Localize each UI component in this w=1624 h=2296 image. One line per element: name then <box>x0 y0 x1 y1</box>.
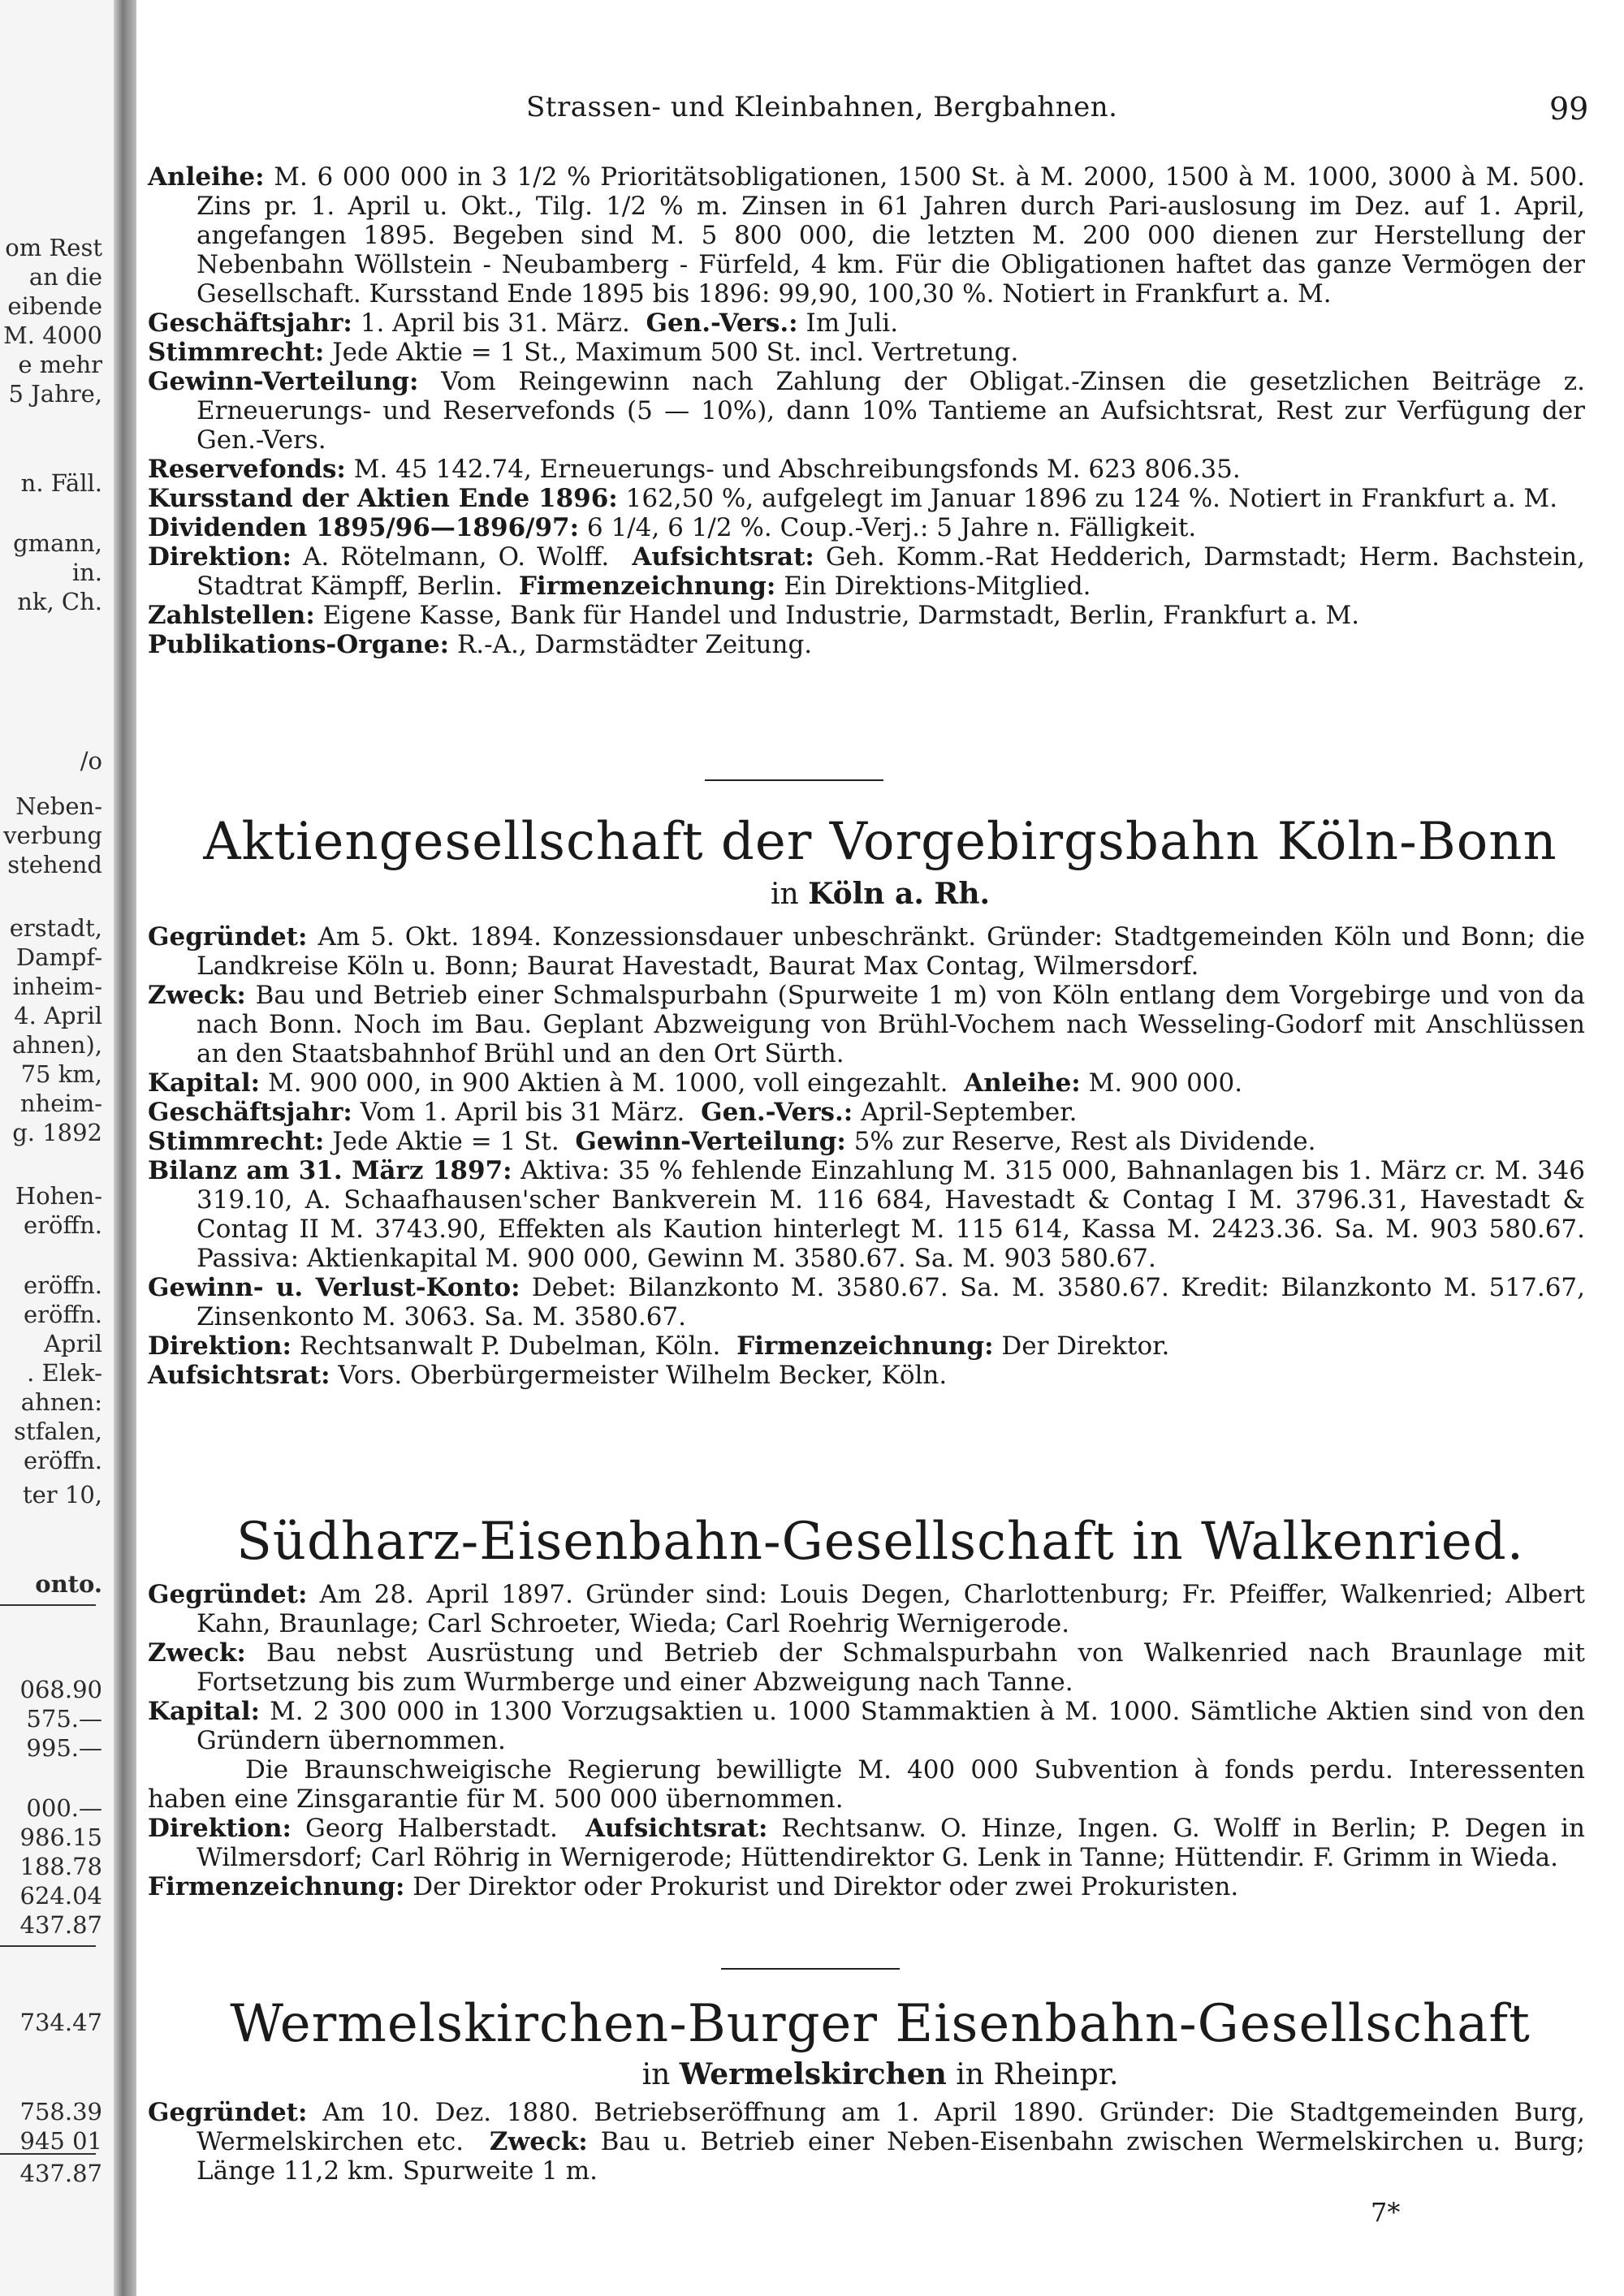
paragraph-zweck <box>148 981 1585 1068</box>
location-city: Köln a. Rh. <box>808 877 991 911</box>
text-zweck: Bau und Betrieb einer Schmalspurbahn (Spurweite 1 m) von Köln entlang dem Vorgebirge und von da nach Bonn. Noch im Bau. Geplant Abzweigung von Brühl-Vochem nach Wesseling-Godorf mit Anschlüssen an den Staatsbahnhof Brühl und an den Ort Sürth. <box>197 981 1585 1068</box>
paragraph-geschaeftsjahr <box>148 309 1585 338</box>
margin-fragment: g. 1892 <box>12 1119 102 1146</box>
paragraph-dividenden <box>148 513 1585 542</box>
paragraph-direktion <box>148 542 1585 601</box>
paragraph-aufsichtsrat <box>148 1361 1585 1390</box>
label-aufsichtsrat: Aufsichtsrat: <box>148 1361 330 1390</box>
margin-fragment: . Elek- <box>27 1359 102 1387</box>
margin-fragment: M. 4000 <box>3 322 102 349</box>
paragraph-bilanz <box>148 1156 1585 1273</box>
label-direktion: Direktion: <box>148 542 292 572</box>
text-geschaeftsjahr: Vom 1. April bis 31 März. <box>360 1098 685 1127</box>
book-gutter <box>114 0 136 2296</box>
label-dividenden: Dividenden 1895/96—1896/97: <box>148 513 580 542</box>
label-publikation: Publikations-Organe: <box>148 630 450 659</box>
label-zahlstellen: Zahlstellen: <box>148 601 315 630</box>
text-dividenden: 6 1/4, 6 1/2 %. Coup.-Verj.: 5 Jahre n. Fälligkeit. <box>586 513 1197 542</box>
margin-fragment: inheim- <box>12 973 102 1000</box>
section-divider <box>705 779 883 781</box>
section-divider <box>721 1968 900 1970</box>
location-city: Wermelskirchen <box>679 2057 947 2091</box>
label-firmenzeichnung: Firmenzeichnung: <box>148 1872 405 1901</box>
margin-fragment: 945 01 <box>19 2127 102 2155</box>
margin-fragment: 068.90 <box>19 1676 102 1703</box>
left-margin-fragments <box>0 0 114 2296</box>
text-publikation: R.-A., Darmstädter Zeitung. <box>456 630 813 659</box>
text-anleihe: M. 6 000 000 in 3 1/2 % Prioritätsobligationen, 1500 St. à M. 2000, 1500 à M. 1000, 3000 à M. 500. Zins pr. 1. April u. Okt., Tilg. 1/2 % m. Zinsen in 61 Jahren durch Pari-auslosung im Dez. auf 1. April, angefangen 1895. Begeben sind M. 5 800 000, die letzten M. 200 000 dienen zur Herstellung der Nebenbahn Wöllstein - Neubamberg - Fürfeld, 4 km. Für die Obligationen haftet das ganze Vermögen der Gesellschaft. Kursstand Ende 1895 bis 1896: 99,90, 100,30 %. Notiert in Frankfurt a. M. <box>197 162 1585 309</box>
paragraph-gegruendet <box>148 922 1585 981</box>
margin-fragment: nheim- <box>19 1090 102 1117</box>
margin-fragment: 437.87 <box>19 1911 102 1939</box>
label-firmenzeichnung: Firmenzeichnung: <box>736 1331 994 1361</box>
margin-fragment: 758.39 <box>19 2098 102 2126</box>
margin-fragment: in. <box>71 559 102 586</box>
margin-fragment: n. Fäll. <box>20 469 102 497</box>
margin-fragment: 188.78 <box>19 1853 102 1880</box>
margin-fragment: verbung <box>3 822 102 849</box>
label-aufsichtsrat: Aufsichtsrat: <box>632 542 814 572</box>
margin-fragment: 986.15 <box>19 1823 102 1851</box>
sheet-signature: 7* <box>1371 2197 1401 2228</box>
label-gegruendet: Gegründet: <box>148 2098 308 2127</box>
label-zweck: Zweck: <box>148 981 246 1010</box>
margin-fragment: 5 Jahre, <box>8 380 102 408</box>
margin-fragment: an die <box>28 263 102 291</box>
label-anleihe: Anleihe: <box>148 162 265 192</box>
text-gewinn-verlust: Debet: Bilanzkonto M. 3580.67. Sa. M. 3580.67. Kredit: Bilanzkonto M. 517.67, Zinsenkonto M. 3063. Sa. M. 3580.67. <box>197 1273 1586 1331</box>
text-aufsichtsrat: Vors. Oberbürgermeister Wilhelm Becker, Köln. <box>338 1361 948 1390</box>
margin-fragment: ahnen: <box>20 1388 102 1416</box>
label-bilanz: Bilanz am 31. März 1897: <box>148 1156 512 1185</box>
margin-rule <box>0 1604 96 1606</box>
margin-fragment: eröffn. <box>24 1211 102 1239</box>
section-location-koeln <box>136 877 1624 911</box>
margin-fragment: erstadt, <box>9 914 102 942</box>
margin-fragment: 437.87 <box>19 2160 102 2187</box>
label-geschaeftsjahr: Geschäftsjahr: <box>148 1098 352 1127</box>
margin-fragment: om Rest <box>5 234 102 261</box>
text-gen-vers: April-September. <box>861 1098 1078 1127</box>
paragraph-gewinn <box>148 367 1585 455</box>
section-location-wermelskirchen <box>136 2057 1624 2091</box>
margin-fragment: onto. <box>35 1570 102 1598</box>
paragraph-geschaeftsjahr <box>148 1098 1585 1127</box>
section-title-koeln-bonn: Aktiengesellschaft der Vorgebirgsbahn Köln-Bonn <box>203 812 1557 872</box>
margin-fragment: April <box>44 1330 102 1357</box>
margin-fragment: 624.04 <box>19 1882 102 1910</box>
paragraph-gewinn-verlust <box>148 1273 1585 1331</box>
text-reservefonds: M. 45 142.74, Erneuerungs- und Abschreibungsfonds M. 623 806.35. <box>353 455 1241 484</box>
location-prefix: in <box>641 2058 671 2091</box>
paragraph-stimmrecht <box>148 1127 1585 1156</box>
margin-fragment: e mehr <box>18 351 102 378</box>
label-stimmrecht: Stimmrecht: <box>148 338 325 367</box>
label-kapital: Kapital: <box>148 1697 261 1726</box>
margin-fragment: eröffn. <box>24 1271 102 1299</box>
label-kursstand: Kursstand der Aktien Ende 1896: <box>148 484 618 513</box>
text-gegruendet: Am 5. Okt. 1894. Konzessionsdauer unbeschränkt. Gründer: Stadtgemeinden Köln und Bonn; die Landkreise Köln u. Bonn; Baurat Havestadt, Baurat Max Contag, Wilmersdorf. <box>197 922 1585 981</box>
margin-fragment: 734.47 <box>19 2009 102 2036</box>
margin-fragment: ter 10, <box>22 1481 102 1508</box>
section-title-suedharz: Südharz-Eisenbahn-Gesellschaft in Walkenried. <box>235 1512 1525 1572</box>
text-firmenzeichnung: Ein Direktions-Mitglied. <box>784 572 1091 601</box>
margin-fragment: eibende <box>7 292 102 320</box>
text-geschaeftsjahr: 1. April bis 31. März. <box>360 309 630 338</box>
paragraph-gegruendet <box>148 1580 1585 1638</box>
margin-fragment: stfalen, <box>14 1418 102 1445</box>
paragraph-stimmrecht <box>148 338 1585 367</box>
label-stimmrecht: Stimmrecht: <box>148 1127 325 1156</box>
page-number: 99 <box>1549 91 1589 127</box>
margin-fragment: 4. April <box>14 1002 102 1029</box>
text-firmenzeichnung: Der Direktor. <box>1001 1331 1170 1361</box>
label-kapital: Kapital: <box>148 1068 261 1098</box>
paragraph-kapital <box>148 1697 1585 1755</box>
entry-suedharz <box>148 1580 1585 1901</box>
label-direktion: Direktion: <box>148 1331 292 1361</box>
margin-fragment: Neben- <box>15 792 102 820</box>
text-gewinn: Vom Reingewinn nach Zahlung der Obligat.-Zinsen die gesetzlichen Beiträge z. Erneuerungs- und Reservefonds (5 — 10%), dann 10% Tantieme an Aufsichtsrat, Rest zur Verfügung der Gen.-Vers. <box>197 367 1585 455</box>
text-zweck: Bau nebst Ausrüstung und Betrieb der Schmalspurbahn von Walkenried nach Braunlage mit Fortsetzung bis zum Wurmberge und einer Abzweigung nach Tanne. <box>197 1638 1586 1697</box>
text-stimmrecht: Jede Aktie = 1 St. <box>332 1127 559 1156</box>
text-gewinn: 5% zur Reserve, Rest als Dividende. <box>853 1127 1316 1156</box>
running-title: Strassen- und Kleinbahnen, Bergbahnen. <box>526 91 1118 123</box>
margin-fragment: 575.— <box>26 1705 102 1733</box>
text-zweck: Bau u. Betrieb einer Neben-Eisenbahn zwischen Wermelskirchen u. Burg; Länge 11,2 km. Spurweite 1 m. <box>197 2127 1585 2186</box>
paragraph-firmenzeichnung <box>148 1872 1585 1901</box>
paragraph-zahlstellen <box>148 601 1585 630</box>
paragraph-anleihe <box>148 162 1585 309</box>
margin-fragment: gmann, <box>13 529 102 557</box>
paragraph-zweck <box>148 1638 1585 1697</box>
text-direktion: A. Rötelmann, O. Wolff. <box>302 542 610 572</box>
paragraph-direktion <box>148 1331 1585 1361</box>
margin-fragment: 000.— <box>26 1794 102 1822</box>
text-kursstand: 162,50 %, aufgelegt im Januar 1896 zu 124 %. Notiert in Frankfurt a. M. <box>625 484 1558 513</box>
paragraph-direktion <box>148 1814 1585 1872</box>
label-gewinn-verlust: Gewinn- u. Verlust-Konto: <box>148 1273 520 1302</box>
text-kapital: M. 2 300 000 in 1300 Vorzugsaktien u. 1000 Stammaktien à M. 1000. Sämtliche Aktien sind von den Gründern übernommen. <box>197 1697 1585 1755</box>
margin-fragment: stehend <box>7 851 102 878</box>
margin-rule <box>0 2153 96 2155</box>
label-zweck: Zweck: <box>489 2127 588 2156</box>
margin-fragment: 75 km, <box>20 1060 102 1088</box>
paragraph-kursstand <box>148 484 1585 513</box>
margin-fragment: Hohen- <box>15 1182 102 1210</box>
label-gen-vers: Gen.-Vers.: <box>701 1098 853 1127</box>
entry-wermelskirchen <box>148 2098 1585 2186</box>
paragraph-gegruendet <box>148 2098 1585 2186</box>
entry-koeln-bonn <box>148 922 1585 1390</box>
paragraph-reservefonds <box>148 455 1585 484</box>
label-reservefonds: Reservefonds: <box>148 455 346 484</box>
text-gen-vers: Im Juli. <box>806 309 899 338</box>
text-firmenzeichnung: Der Direktor oder Prokurist und Direktor oder zwei Prokuristen. <box>412 1872 1239 1901</box>
text-gegruendet: Am 10. Dez. 1880. Betriebseröffnung am 1. April 1890. Gründer: Die Stadtgemeinden Burg, Wermelskirchen etc. <box>197 2098 1586 2156</box>
margin-fragment: eröffn. <box>24 1447 102 1474</box>
paragraph-kapital <box>148 1068 1585 1098</box>
label-gewinn: Gewinn-Verteilung: <box>575 1127 846 1156</box>
label-gegruendet: Gegründet: <box>148 1580 308 1609</box>
text-stimmrecht: Jede Aktie = 1 St., Maximum 500 St. incl. Vertretung. <box>332 338 1019 367</box>
text-bilanz: Aktiva: 35 % fehlende Einzahlung M. 315 000, Bahnanlagen bis 1. März cr. M. 346 319.10, A. Schaafhausen'scher Bankverein M. 116 684, Havestadt & Contag I M. 3796.31, Havestadt & Contag II M. 3743.90, Effekten als Kaution hinterlegt M. 115 614, Kassa M. 2423.36. Sa. M. 903 580.67. Passiva: Aktienkapital M. 900 000, Gewinn M. 3580.67. Sa. M. 903 580.67. <box>197 1156 1585 1273</box>
label-direktion: Direktion: <box>148 1814 292 1843</box>
text-zahlstellen: Eigene Kasse, Bank für Handel und Industrie, Darmstadt, Berlin, Frankfurt a. M. <box>322 601 1360 630</box>
text-kapital: M. 900 000, in 900 Aktien à M. 1000, voll eingezahlt. <box>267 1068 948 1098</box>
label-firmenzeichnung: Firmenzeichnung: <box>518 572 776 601</box>
margin-fragment: /o <box>80 747 102 775</box>
paragraph-publikation <box>148 630 1585 659</box>
margin-fragment: ahnen), <box>11 1031 102 1059</box>
text-aufsichtsrat: Rechtsanw. O. Hinze, Ingen. G. Wolff in Berlin; P. Degen in Wilmersdorf; Carl Röhrig in Wernigerode; Hüttendirektor G. Lenk in Tanne; Hüttendir. F. Grimm in Wieda. <box>197 1814 1585 1872</box>
margin-fragment: eröffn. <box>24 1301 102 1328</box>
margin-rule <box>0 1945 96 1947</box>
location-suffix: in Rheinpr. <box>956 2058 1119 2091</box>
label-aufsichtsrat: Aufsichtsrat: <box>585 1814 768 1843</box>
text-anleihe: M. 900 000. <box>1088 1068 1243 1098</box>
text-direktion: Georg Halberstadt. <box>304 1814 558 1843</box>
label-zweck: Zweck: <box>148 1638 246 1668</box>
label-geschaeftsjahr: Geschäftsjahr: <box>148 309 352 338</box>
book-page <box>136 0 1624 2296</box>
label-gewinn: Gewinn-Verteilung: <box>148 367 419 396</box>
location-prefix: in <box>770 878 799 911</box>
entry-previous-company <box>148 162 1585 659</box>
label-gegruendet: Gegründet: <box>148 922 308 952</box>
section-title-wermelskirchen: Wermelskirchen-Burger Eisenbahn-Gesellschaft <box>230 1994 1531 2054</box>
paragraph-subvention: Die Braunschweigische Regierung bewilligte M. 400 000 Subvention à fonds perdu. Interessenten haben eine Zinsgarantie für M. 500 000 übernommen. <box>148 1755 1585 1814</box>
text-aufsichtsrat: Geh. Komm.-Rat Hedderich, Darmstadt; Herm. Bachstein, Stadtrat Kämpff, Berlin. <box>197 542 1585 601</box>
margin-fragment: 995.— <box>26 1734 102 1762</box>
text-gegruendet: Am 28. April 1897. Gründer sind: Louis Degen, Charlottenburg; Fr. Pfeiffer, Walkenried; Albert Kahn, Braunlage; Carl Schroeter, Wieda; Carl Roehrig Wernigerode. <box>197 1580 1586 1638</box>
label-anleihe: Anleihe: <box>964 1068 1081 1098</box>
margin-fragment: Dampf- <box>15 943 102 971</box>
text-direktion: Rechtsanwalt P. Dubelman, Köln. <box>299 1331 721 1361</box>
margin-fragment: nk, Ch. <box>17 588 102 615</box>
label-gen-vers: Gen.-Vers.: <box>646 309 798 338</box>
